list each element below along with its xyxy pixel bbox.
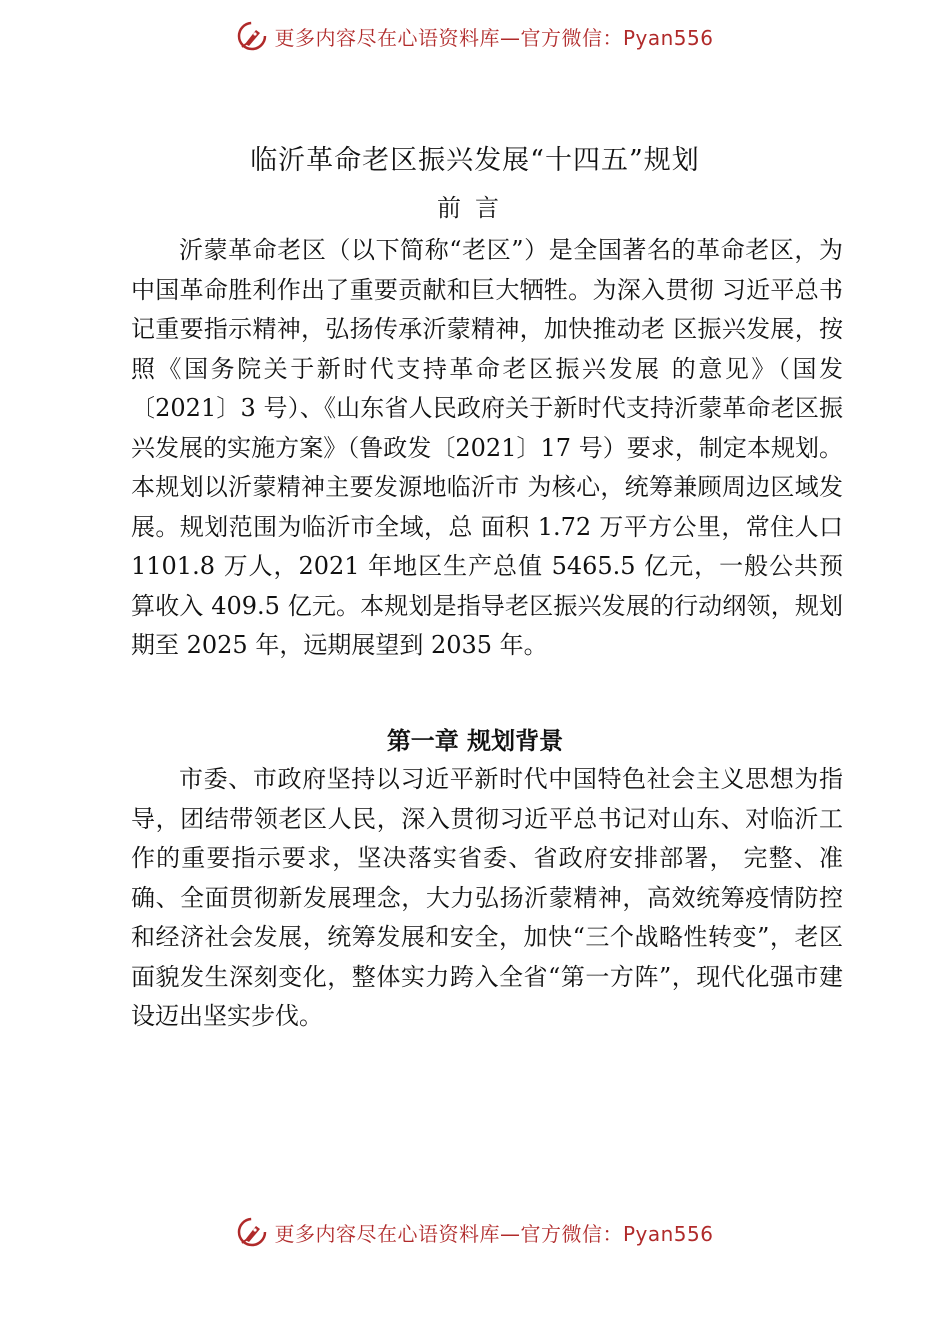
watermark-banner-top xyxy=(0,16,950,56)
document-title: 临沂革命老区振兴发展“十四五”规划 xyxy=(250,145,700,176)
pen-nib-logo-icon xyxy=(236,1216,268,1248)
watermark-text: 更多内容尽在心语资料库—官方微信：Pyan556 xyxy=(274,1221,714,1246)
pen-nib-logo-icon xyxy=(236,20,268,52)
chapter-1-title: 第一章 规划背景 xyxy=(386,727,564,755)
preface-paragraph: 沂蒙革命老区（以下简称“老区”）是全国著名的革命老区，为中国革命胜利作出了重要贡献和巨大牺牲。为深入贯彻 习近平总书记重要指示精神，弘扬传承沂蒙精神，加快推动老 区振兴发展，按照《国务院关于新时代支持革命老区振兴发展 的意见》（国发〔2021〕3 号）、《山东省人民政府关于新时代支持沂蒙革命老区振兴发展的实施方案》（鲁政发〔2021〕17 号）要求，制定本规划。本规划以沂蒙精神主要发源地临沂市 为核心，统筹兼顾周边区域发展。规划范围为临沂市全域，总 面积 1.72 万平方公里，常住人口 1101.8 万人，2021 年地区生产总值 5465.5 亿元，一般公共预算收入 409.5 亿元。本规划是指导老区振兴发展的行动纲领，规划期至 2025 年，远期展望到 2035 年。 xyxy=(131,236,843,659)
preface-heading: 前言 xyxy=(437,194,513,222)
watermark-banner-bottom xyxy=(0,1212,950,1252)
watermark-text: 更多内容尽在心语资料库—官方微信：Pyan556 xyxy=(274,25,714,50)
chapter-1-paragraph: 市委、市政府坚持以习近平新时代中国特色社会主义思想为指导，团结带领老区人民，深入贯彻习近平总书记对山东、对临沂工作的重要指示要求，坚决落实省委、省政府安排部署， 完整、准确、全面贯彻新发展理念，大力弘扬沂蒙精神，高效统筹疫情防控和经济社会发展，统筹发展和安全，加快“三个战略性转变”，老区面貌发生深刻变化，整体实力跨入全省“第一方阵”，现代化强市建设迈出坚实步伐。 xyxy=(131,765,843,1030)
